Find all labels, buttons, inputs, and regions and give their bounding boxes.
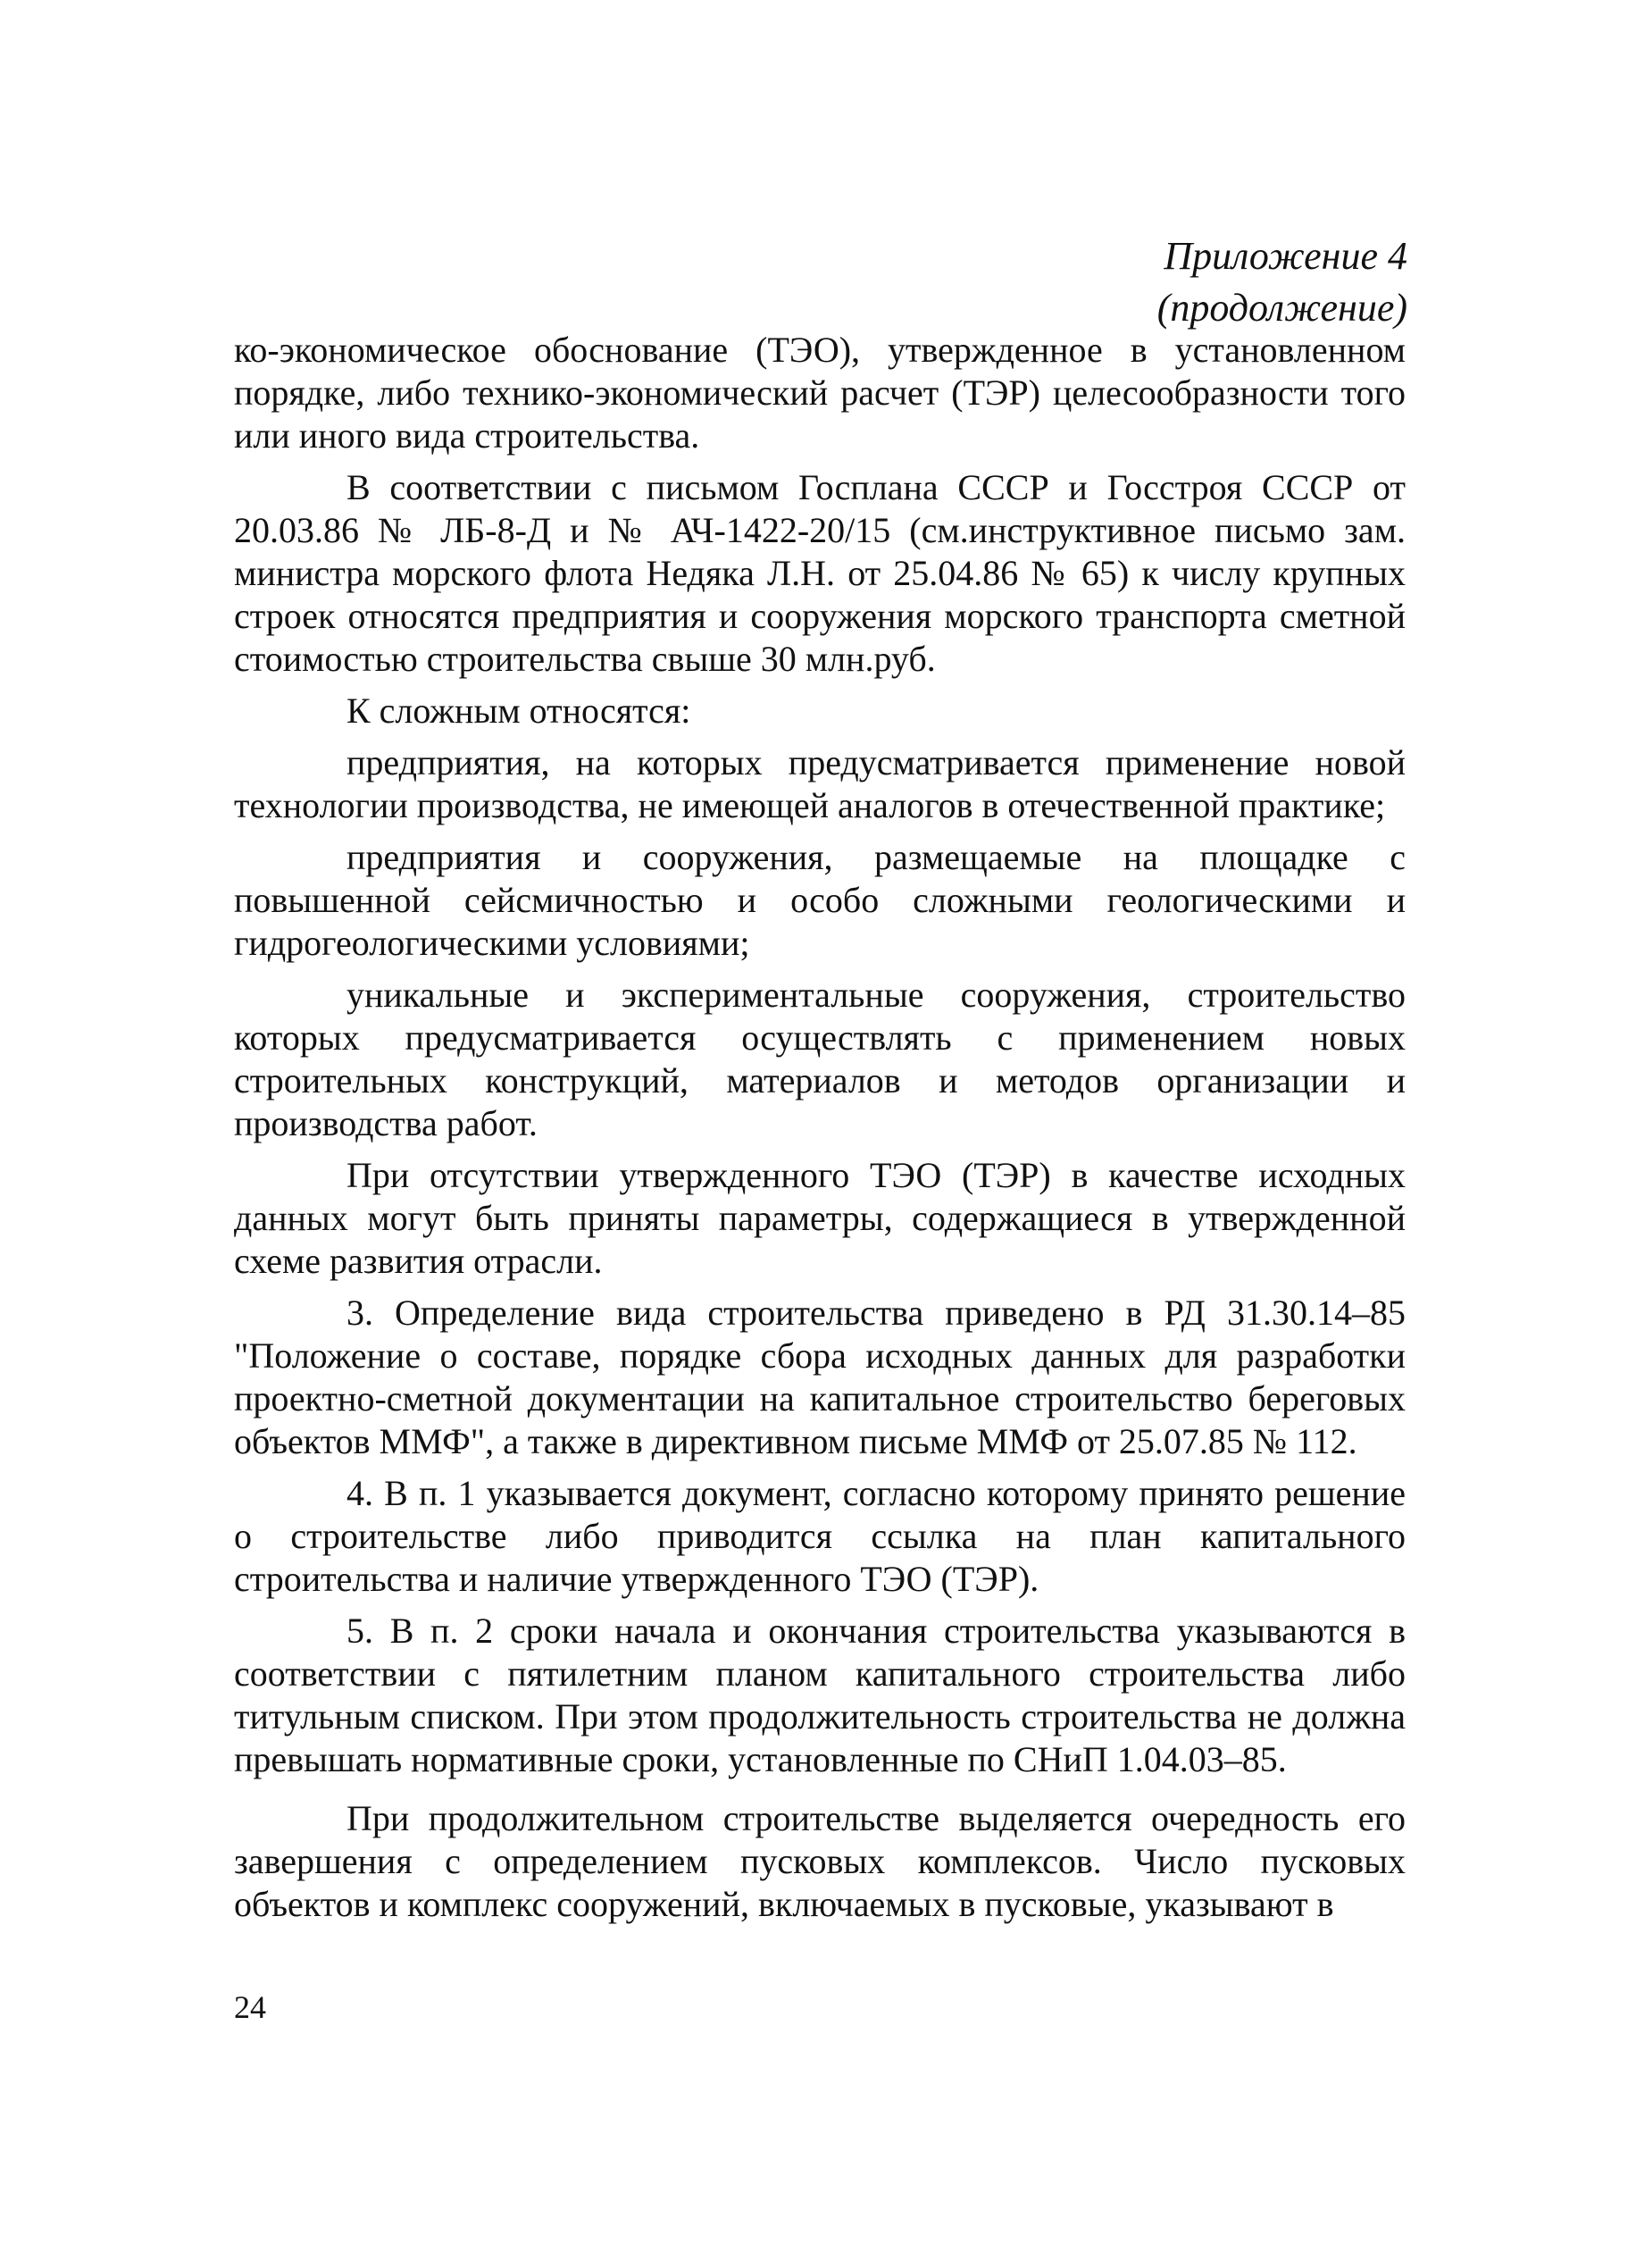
paragraph-decision-document: 4. В п. 1 указывается документ, согласно которому принято решение о строительстве либо приводится ссылка на план капитального строительства и наличие утвержденного ТЭО (ТЭР).: [234, 1473, 1406, 1599]
appendix-continuation-label: (продолжение): [1156, 286, 1407, 330]
document-body: [234, 329, 1406, 1926]
paragraph-feasibility-study: ко-экономическое обоснование (ТЭО), утвержденное в установленном порядке, либо технико-экономический расчет (ТЭР) целесообразности того или иного вида строительства.: [234, 330, 1406, 456]
list-item-new-technology: предприятия, на которых предусматривается применение новой технологии производства, не имеющей аналогов в отечественной практике;: [234, 742, 1406, 825]
paragraph-missing-feasibility: При отсутствии утвержденного ТЭО (ТЭР) в качестве исходных данных могут быть приняты параметры, содержащиеся в утвержденной схеме развития отрасли.: [234, 1155, 1406, 1281]
paragraph-construction-dates: 5. В п. 2 сроки начала и окончания строительства указываются в соответствии с пятилетним планом капитального строительства либо титульным списком. При этом продолжительность строительства не должна превышать нормативные сроки, установленные по СНиП 1.04.03–85.: [234, 1611, 1406, 1779]
paragraph-construction-type: 3. Определение вида строительства приведено в РД 31.30.14–85 "Положение о составе, порядке сбора исходных данных для разработки проектно-сметной документации на капитальное строительство береговых объектов ММФ", а также в директивном письме ММФ от 25.07.85 № 112.: [234, 1293, 1406, 1461]
list-item-seismic-sites: предприятия и сооружения, размещаемые на площадке с повышенной сейсмичностью и особо сложными геологическими и гидрогеологическими условиями;: [234, 837, 1406, 963]
paragraph-start-up-complexes: При продолжительном строительстве выделяется очередность его завершения с определением пусковых комплексов. Число пусковых объектов и комплекс сооружений, включаемых в пусковые, указывают в: [234, 1798, 1406, 1924]
paragraph-large-projects: В соответствии с письмом Госплана СССР и Госстроя СССР от 20.03.86 № ЛБ-8-Д и № АЧ-1422-20/15 (см.инструктивное письмо зам. министра морского флота Недяка Л.Н. от 25.04.86 № 65) к числу крупных строек относятся предприятия и сооружения морского транспорта сметной стоимостью строительства свыше 30 млн.руб.: [234, 467, 1406, 679]
appendix-title: Приложение 4: [1164, 234, 1407, 278]
page-number: 24: [234, 1989, 266, 2025]
list-item-unique-structures: уникальные и экспериментальные сооружения, строительство которых предусматривается осуществлять с применением новых строительных конструкций, материалов и методов организации и производства работ.: [234, 975, 1406, 1143]
appendix-header: [1157, 230, 1407, 334]
paragraph-complex-heading: К сложным относятся:: [346, 690, 691, 731]
